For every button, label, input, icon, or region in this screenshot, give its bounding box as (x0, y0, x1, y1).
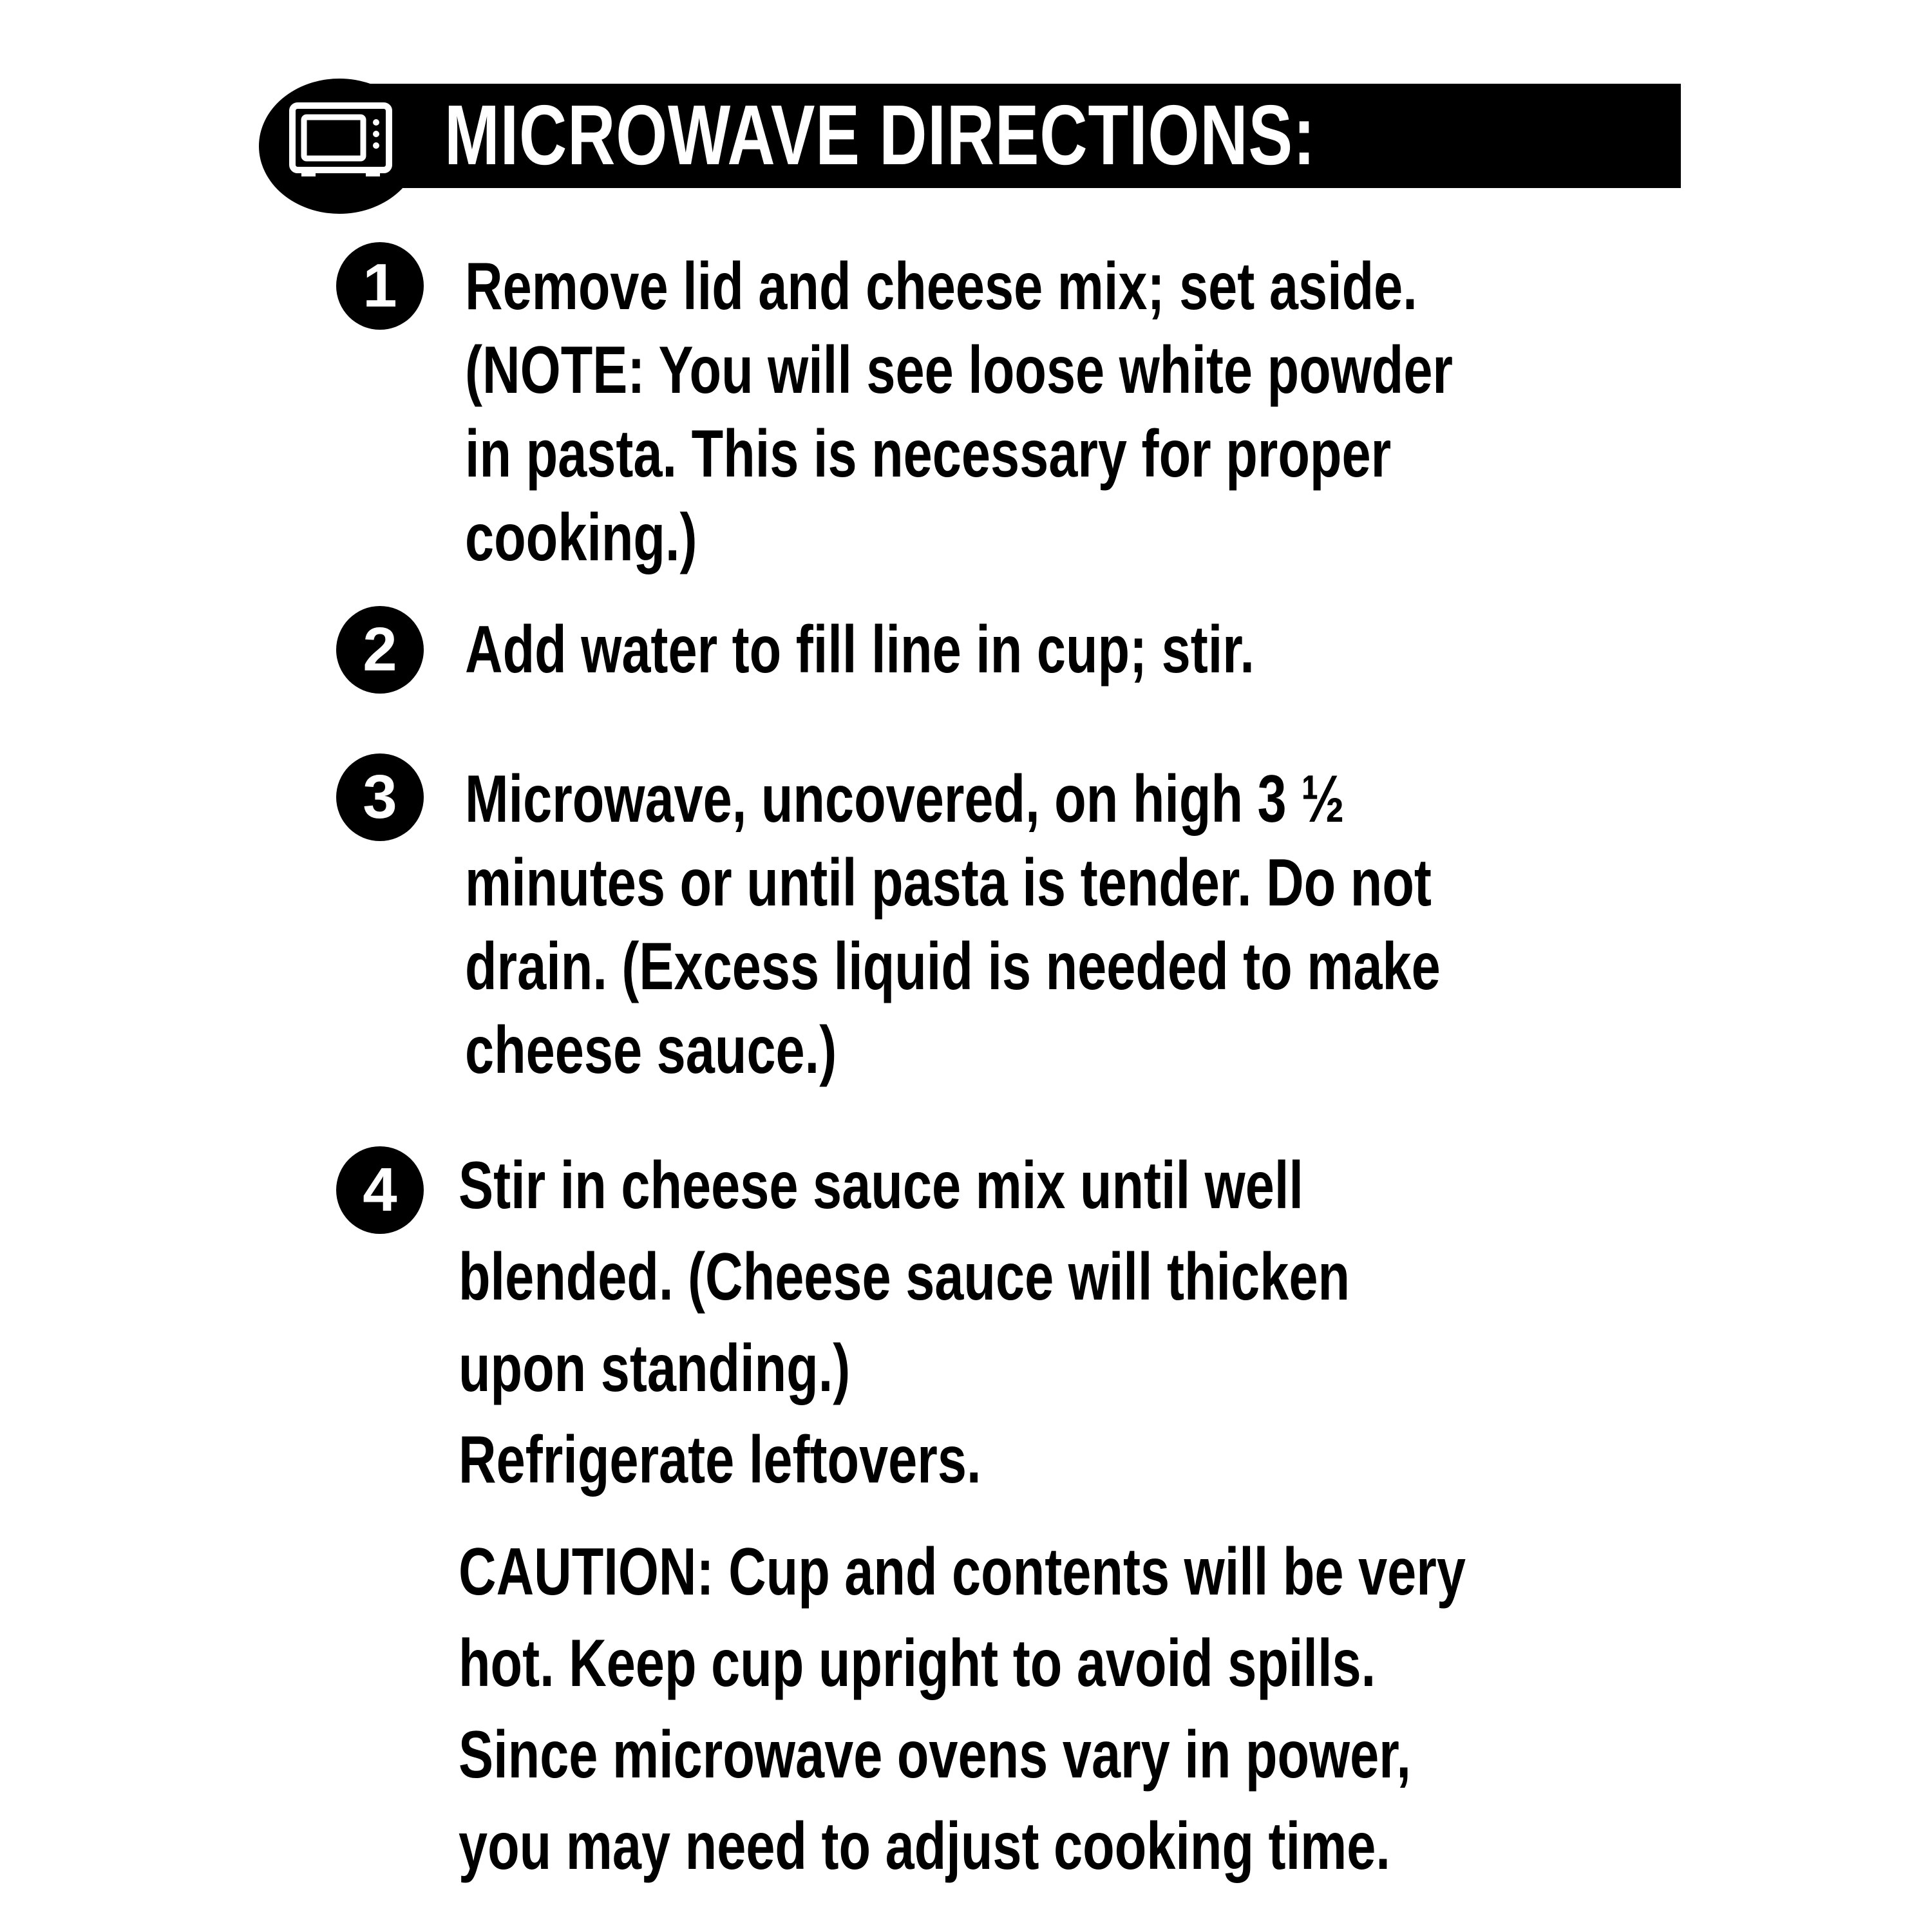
step-number-1: 1 (336, 242, 424, 330)
step-3-text (465, 757, 1441, 1092)
step-4-text (459, 1140, 1350, 1506)
step-3-line-3: drain. (Excess liquid is needed to make (465, 929, 1441, 1004)
page-title: MICROWAVE DIRECTIONS: (444, 88, 1316, 182)
step-1-text (465, 245, 1453, 580)
step-2-text (465, 608, 1255, 692)
step-4-line-2: blended. (Cheese sauce will thicken (459, 1240, 1350, 1314)
caution-line-2: hot. Keep cup upright to avoid spills. (459, 1626, 1376, 1701)
note-paren: ( (465, 333, 483, 408)
caution-line-1 (459, 1526, 1466, 1618)
caution-line-3: Since microwave ovens vary in power, (459, 1718, 1411, 1792)
caution-line-1-text: Cup and contents will be very (714, 1535, 1466, 1609)
caution-line-4: you may need to adjust cooking time. (459, 1809, 1390, 1884)
step-4-line-3: upon standing.) (459, 1331, 851, 1406)
caution-label: CAUTION: (459, 1535, 714, 1609)
step-3-line-2: minutes or until pasta is tender. Do not (465, 846, 1432, 920)
step-1-line-2 (465, 328, 1453, 412)
step-3-line-4: cheese sauce.) (465, 1013, 837, 1088)
microwave-icon (289, 102, 393, 179)
step-number-4: 4 (336, 1146, 424, 1234)
step-3-line-1: Microwave, uncovered, on high 3 ½ (465, 762, 1345, 837)
step-number-2: 2 (336, 606, 424, 694)
step-1-line-4: cooking.) (465, 500, 697, 575)
note-label: NOTE: (482, 333, 645, 408)
step-1-line-1: Remove lid and cheese mix; set aside. (465, 249, 1417, 324)
step-4-line-1: Stir in cheese sauce mix until well (459, 1148, 1303, 1223)
step-number-3: 3 (336, 753, 424, 841)
note-text: You will see loose white powder (645, 333, 1454, 408)
step-2-line-1: Add water to fill line in cup; stir. (465, 612, 1255, 687)
step-1-line-3: in pasta. This is necessary for proper (465, 417, 1392, 491)
step-4-line-4: Refrigerate leftovers. (459, 1423, 981, 1497)
caution-text (459, 1526, 1466, 1892)
